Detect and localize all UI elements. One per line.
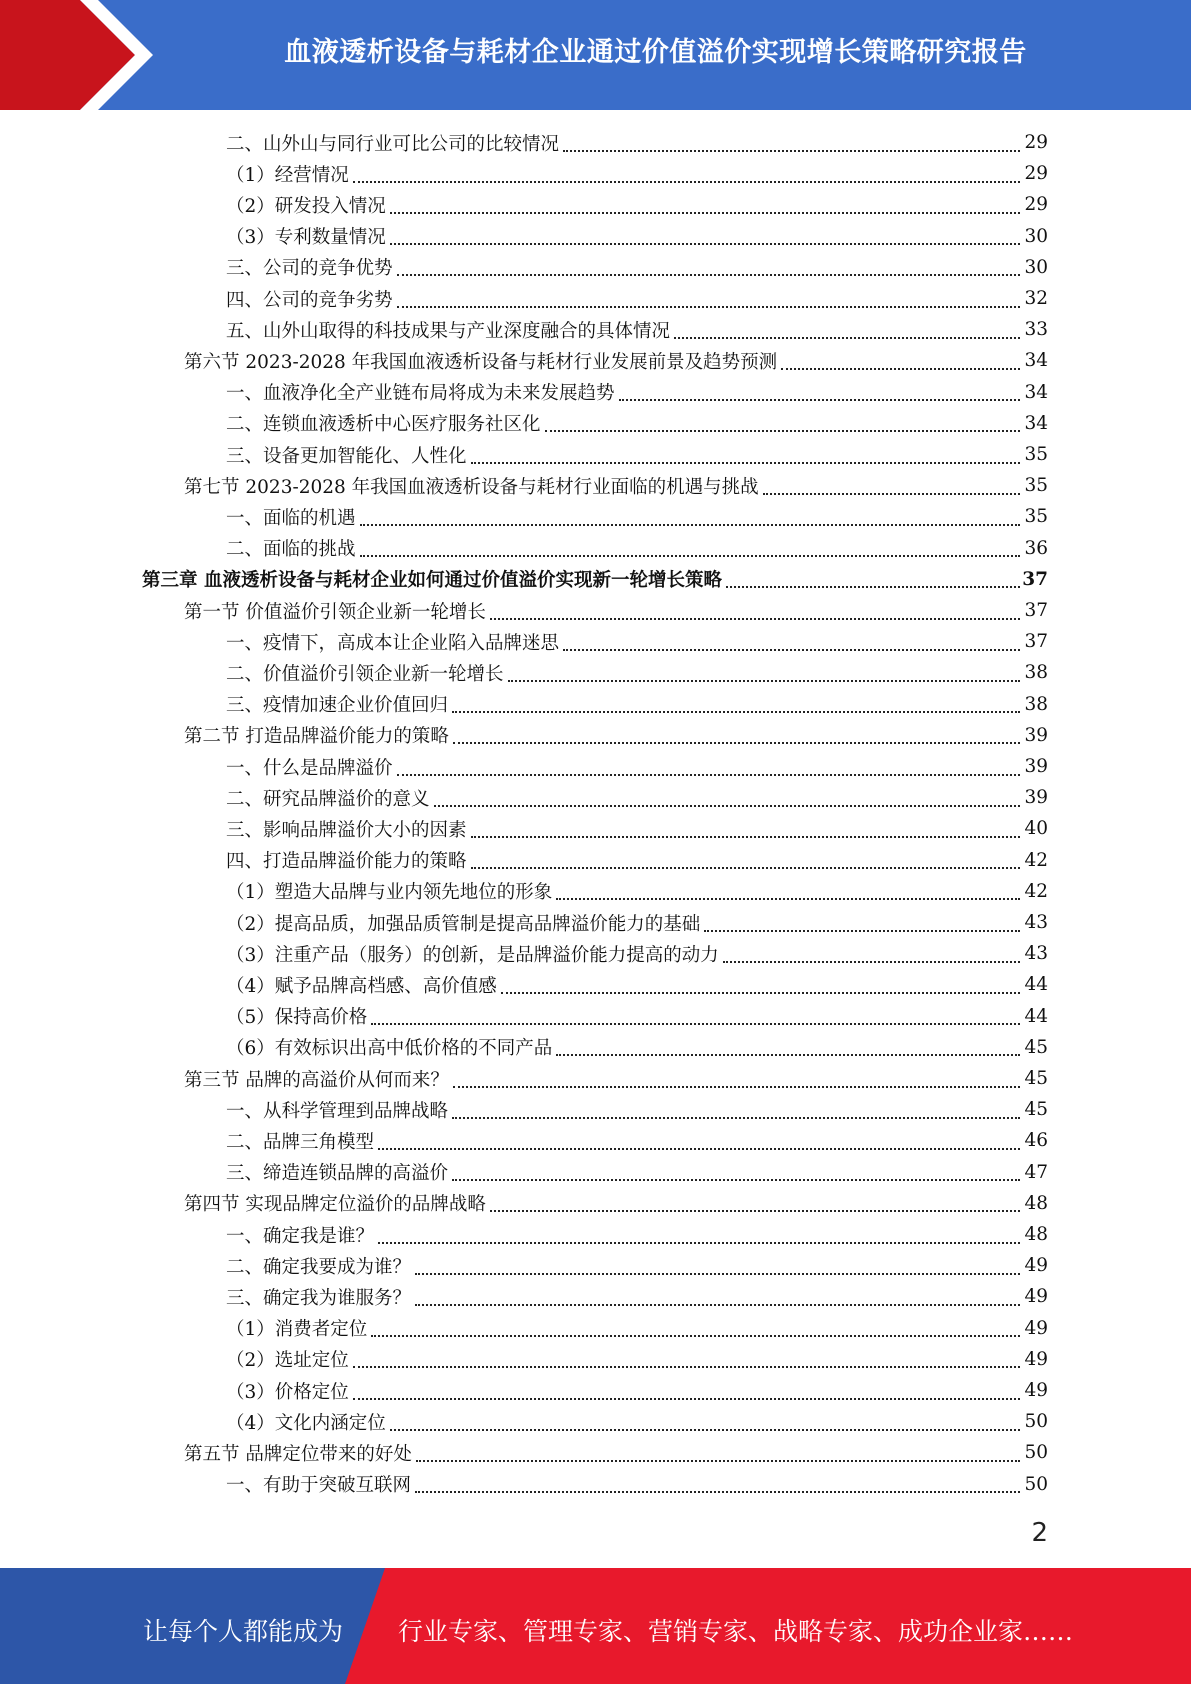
page-number: 2 bbox=[1031, 1518, 1048, 1548]
toc-entry[interactable] bbox=[226, 1125, 1048, 1156]
toc-entry-title: 第六节 2023-2028 年我国血液透析设备与耗材行业发展前景及趋势预测 bbox=[184, 351, 778, 373]
toc-entry-page: 49 bbox=[1024, 1286, 1048, 1308]
toc-dot-leader bbox=[415, 1253, 1020, 1275]
toc-dot-leader bbox=[501, 972, 1020, 994]
toc-entry-page: 44 bbox=[1024, 1005, 1048, 1027]
toc-entry[interactable] bbox=[184, 345, 1048, 376]
toc-entry-title: 第四节 实现品牌定位溢价的品牌战略 bbox=[184, 1194, 486, 1216]
toc-dot-leader bbox=[723, 941, 1020, 963]
toc-entry-page: 45 bbox=[1024, 1099, 1048, 1121]
toc-entry-page: 30 bbox=[1024, 225, 1048, 247]
toc-dot-leader bbox=[556, 878, 1020, 900]
toc-entry-page: 29 bbox=[1024, 194, 1048, 216]
toc-entry-title: 三、公司的竞争优势 bbox=[226, 258, 393, 280]
toc-entry-page: 46 bbox=[1024, 1130, 1048, 1152]
toc-entry[interactable] bbox=[226, 969, 1048, 1000]
toc-entry-title: 一、什么是品牌溢价 bbox=[226, 757, 393, 779]
toc-dot-leader bbox=[378, 1128, 1020, 1150]
toc-dot-leader bbox=[453, 722, 1020, 744]
toc-entry-page: 36 bbox=[1024, 537, 1048, 559]
toc-dot-leader bbox=[415, 1471, 1020, 1493]
toc-entry-page: 32 bbox=[1024, 288, 1048, 309]
toc-entry[interactable] bbox=[226, 1094, 1048, 1125]
toc-entry-title: 三、确定我为谁服务？ bbox=[226, 1287, 412, 1309]
toc-entry-page: 47 bbox=[1024, 1161, 1048, 1183]
toc-entry[interactable] bbox=[226, 938, 1048, 969]
toc-dot-leader bbox=[434, 785, 1020, 807]
toc-entry-title: （3）注重产品（服务）的创新，是品牌溢价能力提高的动力 bbox=[226, 944, 719, 966]
toc-entry[interactable] bbox=[226, 845, 1048, 876]
toc-entry-page: 43 bbox=[1024, 912, 1048, 933]
toc-dot-leader bbox=[390, 223, 1020, 245]
toc-entry-page: 49 bbox=[1024, 1317, 1048, 1339]
toc-entry-title: 三、影响品牌溢价大小的因素 bbox=[226, 819, 467, 841]
toc-entry[interactable] bbox=[226, 189, 1048, 220]
toc-entry[interactable] bbox=[184, 1188, 1048, 1219]
toc-entry-title: （3）专利数量情况 bbox=[226, 227, 386, 249]
toc-entry-title: 一、有助于突破互联网 bbox=[226, 1475, 412, 1497]
toc-entry-page: 45 bbox=[1024, 1068, 1048, 1089]
toc-dot-leader bbox=[508, 660, 1020, 682]
toc-entry-page: 40 bbox=[1024, 818, 1048, 840]
toc-dot-leader bbox=[556, 1034, 1020, 1056]
toc-entry-page: 34 bbox=[1024, 381, 1048, 403]
toc-entry-page: 39 bbox=[1024, 756, 1048, 777]
toc-entry[interactable] bbox=[226, 1469, 1048, 1500]
toc-entry-title: 二、价值溢价引领企业新一轮增长 bbox=[226, 663, 504, 685]
toc-dot-leader bbox=[471, 442, 1020, 464]
toc-entry-title: 二、山外山与同行业可比公司的比较情况 bbox=[226, 133, 560, 155]
toc-entry-page: 44 bbox=[1024, 974, 1048, 996]
toc-dot-leader bbox=[471, 816, 1020, 838]
toc-dot-leader bbox=[416, 1440, 1020, 1462]
toc-dot-leader bbox=[781, 348, 1020, 370]
toc-entry-page: 37 bbox=[1022, 568, 1048, 590]
toc-entry-title: 五、山外山取得的科技成果与产业深度融合的具体情况 bbox=[226, 320, 671, 342]
toc-entry-page: 50 bbox=[1024, 1442, 1048, 1464]
toc-entry-page: 35 bbox=[1024, 444, 1048, 465]
toc-entry-title: 三、疫情加速企业价值回归 bbox=[226, 695, 449, 717]
toc-entry-page: 50 bbox=[1024, 1473, 1048, 1495]
toc-dot-leader bbox=[453, 1066, 1020, 1088]
toc-dot-leader bbox=[490, 1190, 1020, 1212]
toc-entry-title: 一、面临的机遇 bbox=[226, 507, 356, 529]
toc-entry-title: 三、缔造连锁品牌的高溢价 bbox=[226, 1163, 449, 1185]
toc-dot-leader bbox=[704, 910, 1020, 932]
toc-entry-page: 29 bbox=[1024, 132, 1048, 153]
toc-entry-page: 49 bbox=[1024, 1255, 1048, 1277]
toc-entry[interactable] bbox=[184, 595, 1048, 626]
toc-entry-title: 一、从科学管理到品牌战略 bbox=[226, 1100, 449, 1122]
toc-entry[interactable] bbox=[184, 1063, 1048, 1094]
toc-entry-page: 48 bbox=[1024, 1192, 1048, 1214]
toc-entry-title: （2）选址定位 bbox=[226, 1350, 349, 1372]
toc-entry-page: 37 bbox=[1024, 600, 1048, 621]
toc-dot-leader bbox=[619, 379, 1020, 401]
toc-entry[interactable] bbox=[226, 501, 1048, 532]
page-header bbox=[0, 0, 1191, 110]
toc-entry-title: （5）保持高价格 bbox=[226, 1007, 368, 1029]
toc-entry-title: 一、疫情下，高成本让企业陷入品牌迷思 bbox=[226, 632, 560, 654]
toc-dot-leader bbox=[490, 598, 1020, 620]
toc-entry[interactable] bbox=[226, 751, 1048, 782]
toc-entry[interactable] bbox=[226, 1406, 1048, 1437]
toc-entry-title: 第二节 打造品牌溢价能力的策略 bbox=[184, 726, 449, 748]
toc-dot-leader bbox=[563, 629, 1020, 651]
toc-entry[interactable] bbox=[226, 283, 1048, 314]
toc-entry-title: （1）塑造大品牌与业内领先地位的形象 bbox=[226, 882, 553, 904]
toc-entry-title: 第七节 2023-2028 年我国血液透析设备与耗材行业面临的机遇与挑战 bbox=[184, 476, 759, 498]
toc-entry[interactable] bbox=[226, 314, 1048, 345]
toc-entry-title: （1）经营情况 bbox=[226, 164, 349, 186]
toc-entry[interactable] bbox=[226, 907, 1048, 938]
toc-entry-title: （4）赋予品牌高档感、高价值感 bbox=[226, 975, 497, 997]
toc-dot-leader bbox=[545, 410, 1020, 432]
footer-slogan-right: 行业专家、管理专家、营销专家、战略专家、成功企业家…… bbox=[398, 1617, 1074, 1646]
toc-entry-page: 33 bbox=[1024, 319, 1048, 341]
toc-entry[interactable] bbox=[226, 127, 1048, 158]
toc-entry-title: 第一节 价值溢价引领企业新一轮增长 bbox=[184, 601, 486, 623]
toc-entry[interactable] bbox=[226, 1250, 1048, 1281]
toc-entry[interactable] bbox=[226, 1313, 1048, 1344]
toc-entry[interactable] bbox=[226, 221, 1048, 252]
toc-entry[interactable] bbox=[226, 1157, 1048, 1188]
toc-entry-title: 三、设备更加智能化、人性化 bbox=[226, 445, 467, 467]
toc-entry-title: 第五节 品牌定位带来的好处 bbox=[184, 1443, 412, 1465]
footer-slogan-left: 让每个人都能成为 bbox=[143, 1617, 344, 1646]
toc-entry-title: （2）研发投入情况 bbox=[226, 195, 386, 217]
toc-entry-title: 第三章 血液透析设备与耗材企业如何通过价值溢价实现新一轮增长策略 bbox=[142, 570, 722, 592]
toc-entry[interactable] bbox=[226, 158, 1048, 189]
toc-entry[interactable] bbox=[226, 408, 1048, 439]
toc-entry[interactable] bbox=[226, 1375, 1048, 1406]
toc-entry-page: 43 bbox=[1024, 943, 1048, 965]
toc-entry-title: （4）文化内涵定位 bbox=[226, 1412, 386, 1434]
toc-entry[interactable] bbox=[226, 626, 1048, 657]
toc-dot-leader bbox=[360, 504, 1020, 526]
toc-entry-title: 四、公司的竞争劣势 bbox=[226, 289, 393, 311]
toc-entry-title: 二、研究品牌溢价的意义 bbox=[226, 788, 430, 810]
toc-entry-title: （6）有效标识出高中低价格的不同产品 bbox=[226, 1038, 553, 1060]
toc-entry-title: （1）消费者定位 bbox=[226, 1319, 368, 1341]
toc-entry[interactable] bbox=[226, 1219, 1048, 1250]
toc-dot-leader bbox=[763, 473, 1020, 495]
toc-entry-page: 49 bbox=[1024, 1380, 1048, 1401]
toc-dot-leader bbox=[674, 317, 1020, 339]
toc-entry-page: 34 bbox=[1024, 350, 1048, 372]
toc-entry[interactable] bbox=[226, 1344, 1048, 1375]
toc-entry-page: 38 bbox=[1024, 662, 1048, 684]
toc-entry-page: 42 bbox=[1024, 849, 1048, 871]
toc-entry[interactable] bbox=[226, 657, 1048, 688]
toc-entry-title: （3）价格定位 bbox=[226, 1381, 349, 1403]
toc-entry[interactable] bbox=[226, 533, 1048, 564]
toc-dot-leader bbox=[452, 691, 1020, 713]
toc-entry-title: （2）提高品质，加强品质管制是提高品牌溢价能力的基础 bbox=[226, 913, 701, 935]
toc-dot-leader bbox=[452, 1159, 1020, 1181]
toc-entry-page: 34 bbox=[1024, 412, 1048, 434]
toc-dot-leader bbox=[353, 161, 1020, 183]
toc-entry[interactable] bbox=[226, 252, 1048, 283]
toc-entry-title: 一、确定我是谁？ bbox=[226, 1225, 375, 1247]
toc-entry-page: 38 bbox=[1024, 693, 1048, 715]
toc-entry-title: 二、确定我要成为谁？ bbox=[226, 1256, 412, 1278]
toc-entry[interactable] bbox=[226, 689, 1048, 720]
toc-dot-leader bbox=[371, 1003, 1020, 1025]
toc-dot-leader bbox=[397, 254, 1020, 276]
toc-entry[interactable] bbox=[142, 564, 1048, 595]
toc-dot-leader bbox=[397, 754, 1020, 776]
toc-entry-page: 39 bbox=[1024, 724, 1048, 746]
toc-dot-leader bbox=[353, 1346, 1020, 1368]
toc-entry[interactable] bbox=[226, 377, 1048, 408]
toc-entry-page: 29 bbox=[1024, 163, 1048, 185]
toc-dot-leader bbox=[726, 566, 1020, 588]
page-footer bbox=[0, 1568, 1191, 1684]
header-red-arrow bbox=[0, 0, 135, 110]
toc-entry[interactable] bbox=[226, 876, 1048, 907]
toc-dot-leader bbox=[397, 286, 1020, 308]
toc-dot-leader bbox=[415, 1284, 1020, 1306]
toc-entry-page: 45 bbox=[1024, 1036, 1048, 1058]
toc-entry[interactable] bbox=[184, 720, 1048, 751]
toc-entry-title: 四、打造品牌溢价能力的策略 bbox=[226, 851, 467, 873]
toc-entry-title: 二、连锁血液透析中心医疗服务社区化 bbox=[226, 414, 541, 436]
toc-dot-leader bbox=[360, 535, 1020, 557]
toc-dot-leader bbox=[390, 1409, 1020, 1431]
toc-entry-page: 50 bbox=[1024, 1411, 1048, 1433]
toc-entry-page: 39 bbox=[1024, 787, 1048, 809]
toc-entry[interactable] bbox=[226, 782, 1048, 813]
report-title: 血液透析设备与耗材企业通过价值溢价实现增长策略研究报告 bbox=[284, 37, 1027, 68]
toc-dot-leader bbox=[353, 1378, 1020, 1400]
toc-entry-title: 一、血液净化全产业链布局将成为未来发展趋势 bbox=[226, 383, 615, 405]
toc-entry-page: 35 bbox=[1024, 506, 1048, 528]
toc-entry-title: 第三节 品牌的高溢价从何而来？ bbox=[184, 1069, 449, 1091]
toc-dot-leader bbox=[378, 1222, 1020, 1244]
toc-entry[interactable] bbox=[184, 470, 1048, 501]
toc-entry-page: 35 bbox=[1024, 475, 1048, 497]
toc-dot-leader bbox=[452, 1097, 1020, 1119]
toc-entry-title: 二、面临的挑战 bbox=[226, 539, 356, 561]
toc-entry-page: 42 bbox=[1024, 880, 1048, 902]
toc-dot-leader bbox=[371, 1315, 1020, 1337]
toc-entry[interactable] bbox=[226, 439, 1048, 470]
toc-entry[interactable] bbox=[226, 1001, 1048, 1032]
toc-entry-page: 30 bbox=[1024, 256, 1048, 278]
toc-entry[interactable] bbox=[226, 813, 1048, 844]
toc-entry-page: 37 bbox=[1024, 631, 1048, 653]
toc-dot-leader bbox=[563, 130, 1020, 152]
toc-entry[interactable] bbox=[226, 1032, 1048, 1063]
toc-entry-page: 48 bbox=[1024, 1224, 1048, 1245]
toc-entry[interactable] bbox=[226, 1281, 1048, 1312]
toc-entry-page: 49 bbox=[1024, 1348, 1048, 1370]
toc-entry[interactable] bbox=[184, 1437, 1048, 1468]
toc-dot-leader bbox=[471, 847, 1020, 869]
toc-entry-title: 二、品牌三角模型 bbox=[226, 1131, 375, 1153]
toc-dot-leader bbox=[390, 192, 1020, 214]
